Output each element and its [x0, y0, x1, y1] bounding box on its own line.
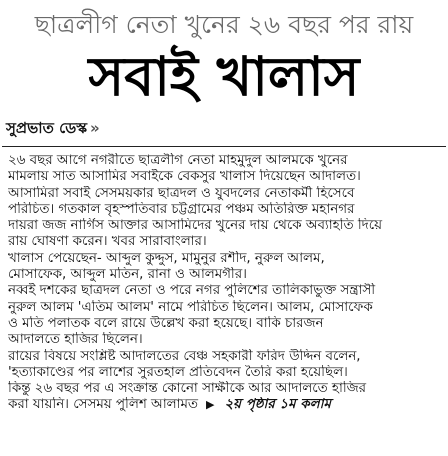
paragraph-line: কিন্তু ২৬ বছর পর এ সংক্রান্ত কোনো সাক্ষীকে আর আদালতে হাজির [8, 381, 367, 397]
continuation-arrow-icon: ▶ [205, 398, 215, 412]
paragraph-line: ও মতি পলাতক বলে রায়ে উল্লেখ করা হয়েছে। বাকি চারজন [8, 315, 324, 331]
article-byline [6, 118, 100, 138]
paragraph-line: রায়ের বিষয়ে সংশ্লিষ্ট আদালতের বেঞ্চ সহকারী ফরিদ উদ্দিন বলেন, [8, 348, 361, 364]
paragraph-line: নব্বই দশকের ছাত্রদল নেতা ও পরে নগর পুলিশের তালিকাভুক্ত সন্ত্রাসী [8, 283, 376, 299]
continuation-reference[interactable]: ২য় পৃষ্ঠার ১ম কলাম [224, 397, 331, 413]
article-paragraph [8, 153, 442, 186]
byline-text: সুপ্রভাত ডেস্ক [6, 119, 88, 137]
paragraph-line: ২৬ বছর আগে নগরীতে ছাত্রলীগ নেতা মাহমুদুল আলমকে খুনের [8, 153, 348, 168]
paragraph-line: আসামিরা সবাই সেসময়কার ছাত্রদল ও যুবদলের নেতাকর্মী হিসেবে [8, 185, 355, 201]
paragraph-line: নুরুল আলম 'এতিম আলম' নামে পরিচিত ছিলেন। আলম, মোসাফেক [8, 299, 373, 315]
paragraph-line: আদালতে হাজির ছিলেন। [8, 332, 143, 348]
paragraph-line-last [8, 397, 442, 413]
paragraph-line: মামলায় সাত আসামির সবাইকে বেকসুর খালাস দিয়েছেন আদালত। [8, 169, 361, 185]
byline-divider [2, 146, 446, 147]
paragraph-line: রায় ঘোষণা করেন। খবর সারাবাংলার। [8, 234, 207, 250]
paragraph-line-text: করা যায়নি। সেসময় পুলিশ আলামত [8, 397, 198, 413]
article-paragraph [8, 349, 442, 414]
article-paragraph [8, 283, 442, 348]
article-paragraph [8, 251, 442, 284]
paragraph-line: মোসাফেক, আব্দুল মতিন, রানা ও আলমগীর। [8, 267, 247, 283]
paragraph-line: 'হত্যাকাণ্ডের পর লাশের সুরতহাল প্রতিবেদন তৈরি করা হয়েছিল। [8, 364, 348, 380]
article-kicker: ছাত্রলীগ নেতা খুনের ২৬ বছর পর রায় [34, 10, 414, 39]
byline-marker-icon: » [90, 119, 100, 137]
paragraph-line: দায়রা জজ নার্গিস আক্তার আসামিদের খুনের দায় থেকে অব্যাহতি দিয়ে [8, 218, 382, 234]
paragraph-line: খালাস পেয়েছেন- আব্দুল কুদ্দুস, মামুনুর রশীদ, নুরুল আলম, [8, 250, 325, 266]
article-body [8, 153, 442, 414]
article-paragraph [8, 186, 442, 251]
paragraph-line: পরিচিত। গতকাল বৃহস্পতিবার চট্টগ্রামের পঞ্চম অতিরিক্ত মহানগর [8, 201, 355, 217]
article-headline: সবাই খালাস [88, 45, 360, 108]
